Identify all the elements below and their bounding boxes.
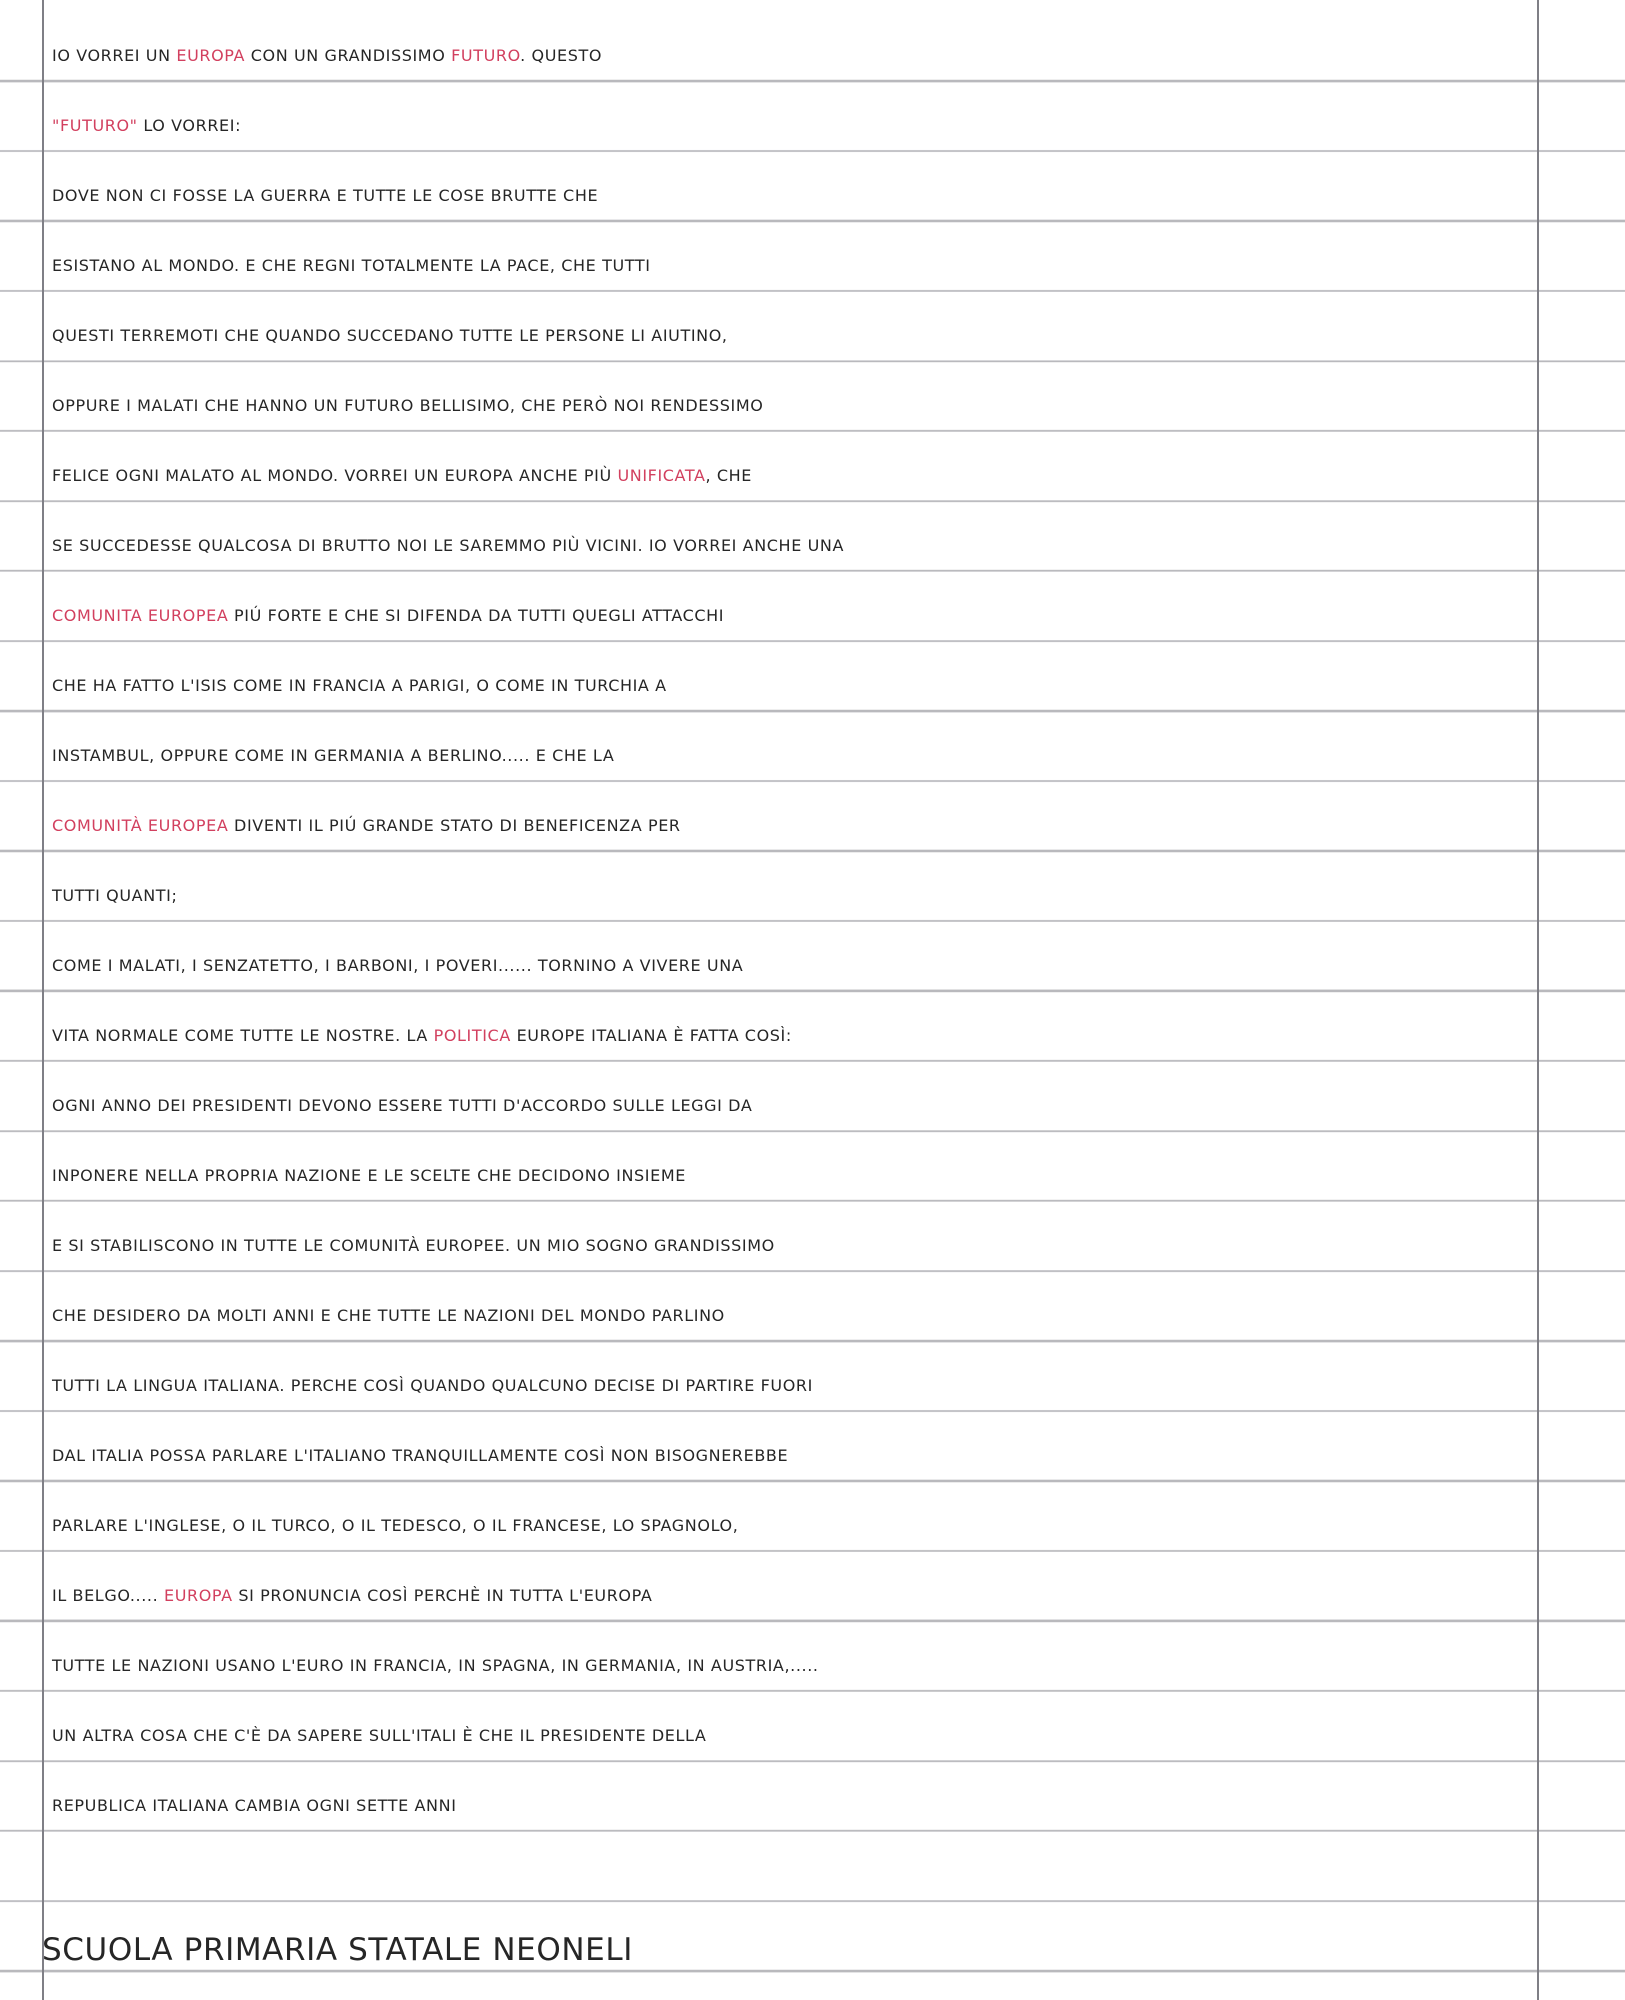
- text-line: [52, 1771, 1622, 1841]
- text-segment: IL BELGO.....: [52, 1586, 164, 1605]
- text-segment: EUROPE ITALIANA È FATTA COSÌ:: [510, 1026, 792, 1045]
- highlighted-word: POLITICA: [433, 1026, 511, 1045]
- text-line: [52, 1421, 1622, 1491]
- highlighted-word: "FUTURO": [52, 116, 138, 135]
- text-segment: UN ALTRA COSA CHE C'È DA SAPERE SULL'ITALI È CHE IL PRESIDENTE DELLA: [52, 1726, 707, 1745]
- text-line: [52, 21, 1622, 91]
- text-segment: VITA NORMALE COME TUTTE LE NOSTRE. LA: [52, 1026, 434, 1045]
- left-margin-line: [42, 0, 44, 2000]
- highlighted-word: EUROPA: [163, 1586, 233, 1605]
- text-line: [52, 1071, 1622, 1141]
- text-segment: REPUBLICA ITALIANA CAMBIA OGNI SETTE ANNI: [52, 1796, 457, 1815]
- text-segment: PIÚ FORTE E CHE SI DIFENDA DA TUTTI QUEGLI ATTACCHI: [228, 606, 725, 625]
- text-segment: . QUESTO: [520, 46, 603, 65]
- highlighted-word: COMUNITÀ EUROPEA: [52, 816, 229, 835]
- text-line: [52, 581, 1622, 651]
- text-segment: OGNI ANNO DEI PRESIDENTI DEVONO ESSERE TUTTI D'ACCORDO SULLE LEGGI DA: [52, 1096, 753, 1115]
- text-segment: TUTTI LA LINGUA ITALIANA. PERCHE COSÌ QUANDO QUALCUNO DECISE DI PARTIRE FUORI: [52, 1376, 813, 1395]
- text-line: [52, 1701, 1622, 1771]
- text-line: [52, 511, 1622, 581]
- text-segment: CON UN GRANDISSIMO: [245, 46, 452, 65]
- highlighted-word: EUROPA: [176, 46, 246, 65]
- highlighted-word: FUTURO: [451, 46, 521, 65]
- text-segment: COME I MALATI, I SENZATETTO, I BARBONI, I POVERI...... TORNINO A VIVERE UNA: [52, 956, 744, 975]
- text-segment: ESISTANO AL MONDO. E CHE REGNI TOTALMENTE LA PACE, CHE TUTTI: [52, 256, 651, 275]
- text-segment: PARLARE L'INGLESE, O IL TURCO, O IL TEDESCO, O IL FRANCESE, LO SPAGNOLO,: [52, 1516, 739, 1535]
- text-segment: IO VORREI UN: [52, 46, 177, 65]
- text-segment: INPONERE NELLA PROPRIA NAZIONE E LE SCELTE CHE DECIDONO INSIEME: [52, 1166, 686, 1185]
- text-line: [52, 1561, 1622, 1631]
- text-segment: DAL ITALIA POSSA PARLARE L'ITALIANO TRANQUILLAMENTE COSÌ NON BISOGNEREBBE: [52, 1446, 789, 1465]
- text-line: [52, 231, 1622, 301]
- text-line: [52, 1281, 1622, 1351]
- text-segment: FELICE OGNI MALATO AL MONDO. VORREI UN EUROPA ANCHE PIÙ: [52, 466, 618, 485]
- text-line: [52, 791, 1622, 861]
- text-line: [52, 861, 1622, 931]
- text-line: [52, 721, 1622, 791]
- text-line: [52, 1141, 1622, 1211]
- text-line: [52, 1211, 1622, 1281]
- text-segment: TUTTI QUANTI;: [52, 886, 178, 905]
- text-segment: , CHE: [705, 466, 753, 485]
- text-segment: DOVE NON CI FOSSE LA GUERRA E TUTTE LE COSE BRUTTE CHE: [52, 186, 599, 205]
- text-line: [52, 651, 1622, 721]
- text-segment: QUESTI TERREMOTI CHE QUANDO SUCCEDANO TUTTE LE PERSONE LI AIUTINO,: [52, 326, 728, 345]
- text-line: [52, 1351, 1622, 1421]
- text-line: [52, 1491, 1622, 1561]
- text-segment: SE SUCCEDESSE QUALCOSA DI BRUTTO NOI LE SAREMMO PIÙ VICINI. IO VORREI ANCHE UNA: [52, 536, 845, 555]
- text-line: [52, 1001, 1622, 1071]
- school-name: SCUOLA PRIMARIA STATALE NEONELI: [42, 1932, 633, 1968]
- text-line: [52, 1631, 1622, 1701]
- text-segment: LO VORREI:: [137, 116, 242, 135]
- text-segment: OPPURE I MALATI CHE HANNO UN FUTURO BELLISIMO, CHE PERÒ NOI RENDESSIMO: [52, 396, 764, 415]
- text-segment: INSTAMBUL, OPPURE COME IN GERMANIA A BERLINO..... E CHE LA: [52, 746, 615, 765]
- text-segment: CHE DESIDERO DA MOLTI ANNI E CHE TUTTE LE NAZIONI DEL MONDO PARLINO: [52, 1306, 725, 1325]
- highlighted-word: COMUNITA EUROPEA: [52, 606, 229, 625]
- text-segment: E SI STABILISCONO IN TUTTE LE COMUNITÀ EUROPEE. UN MIO SOGNO GRANDISSIMO: [52, 1236, 775, 1255]
- text-line: [52, 161, 1622, 231]
- text-line: [52, 371, 1622, 441]
- text-segment: TUTTE LE NAZIONI USANO L'EURO IN FRANCIA, IN SPAGNA, IN GERMANIA, IN AUSTRIA,.....: [52, 1656, 819, 1675]
- text-segment: CHE HA FATTO L'ISIS COME IN FRANCIA A PARIGI, O COME IN TURCHIA A: [52, 676, 667, 695]
- handwritten-essay: [52, 21, 1622, 1841]
- text-segment: SI PRONUNCIA COSÌ PERCHÈ IN TUTTA L'EUROPA: [232, 1586, 653, 1605]
- text-line: [52, 931, 1622, 1001]
- text-line: [52, 301, 1622, 371]
- text-line: [52, 91, 1622, 161]
- text-line: [52, 441, 1622, 511]
- highlighted-word: UNIFICATA: [617, 466, 706, 485]
- text-segment: DIVENTI IL PIÚ GRANDE STATO DI BENEFICENZA PER: [228, 816, 681, 835]
